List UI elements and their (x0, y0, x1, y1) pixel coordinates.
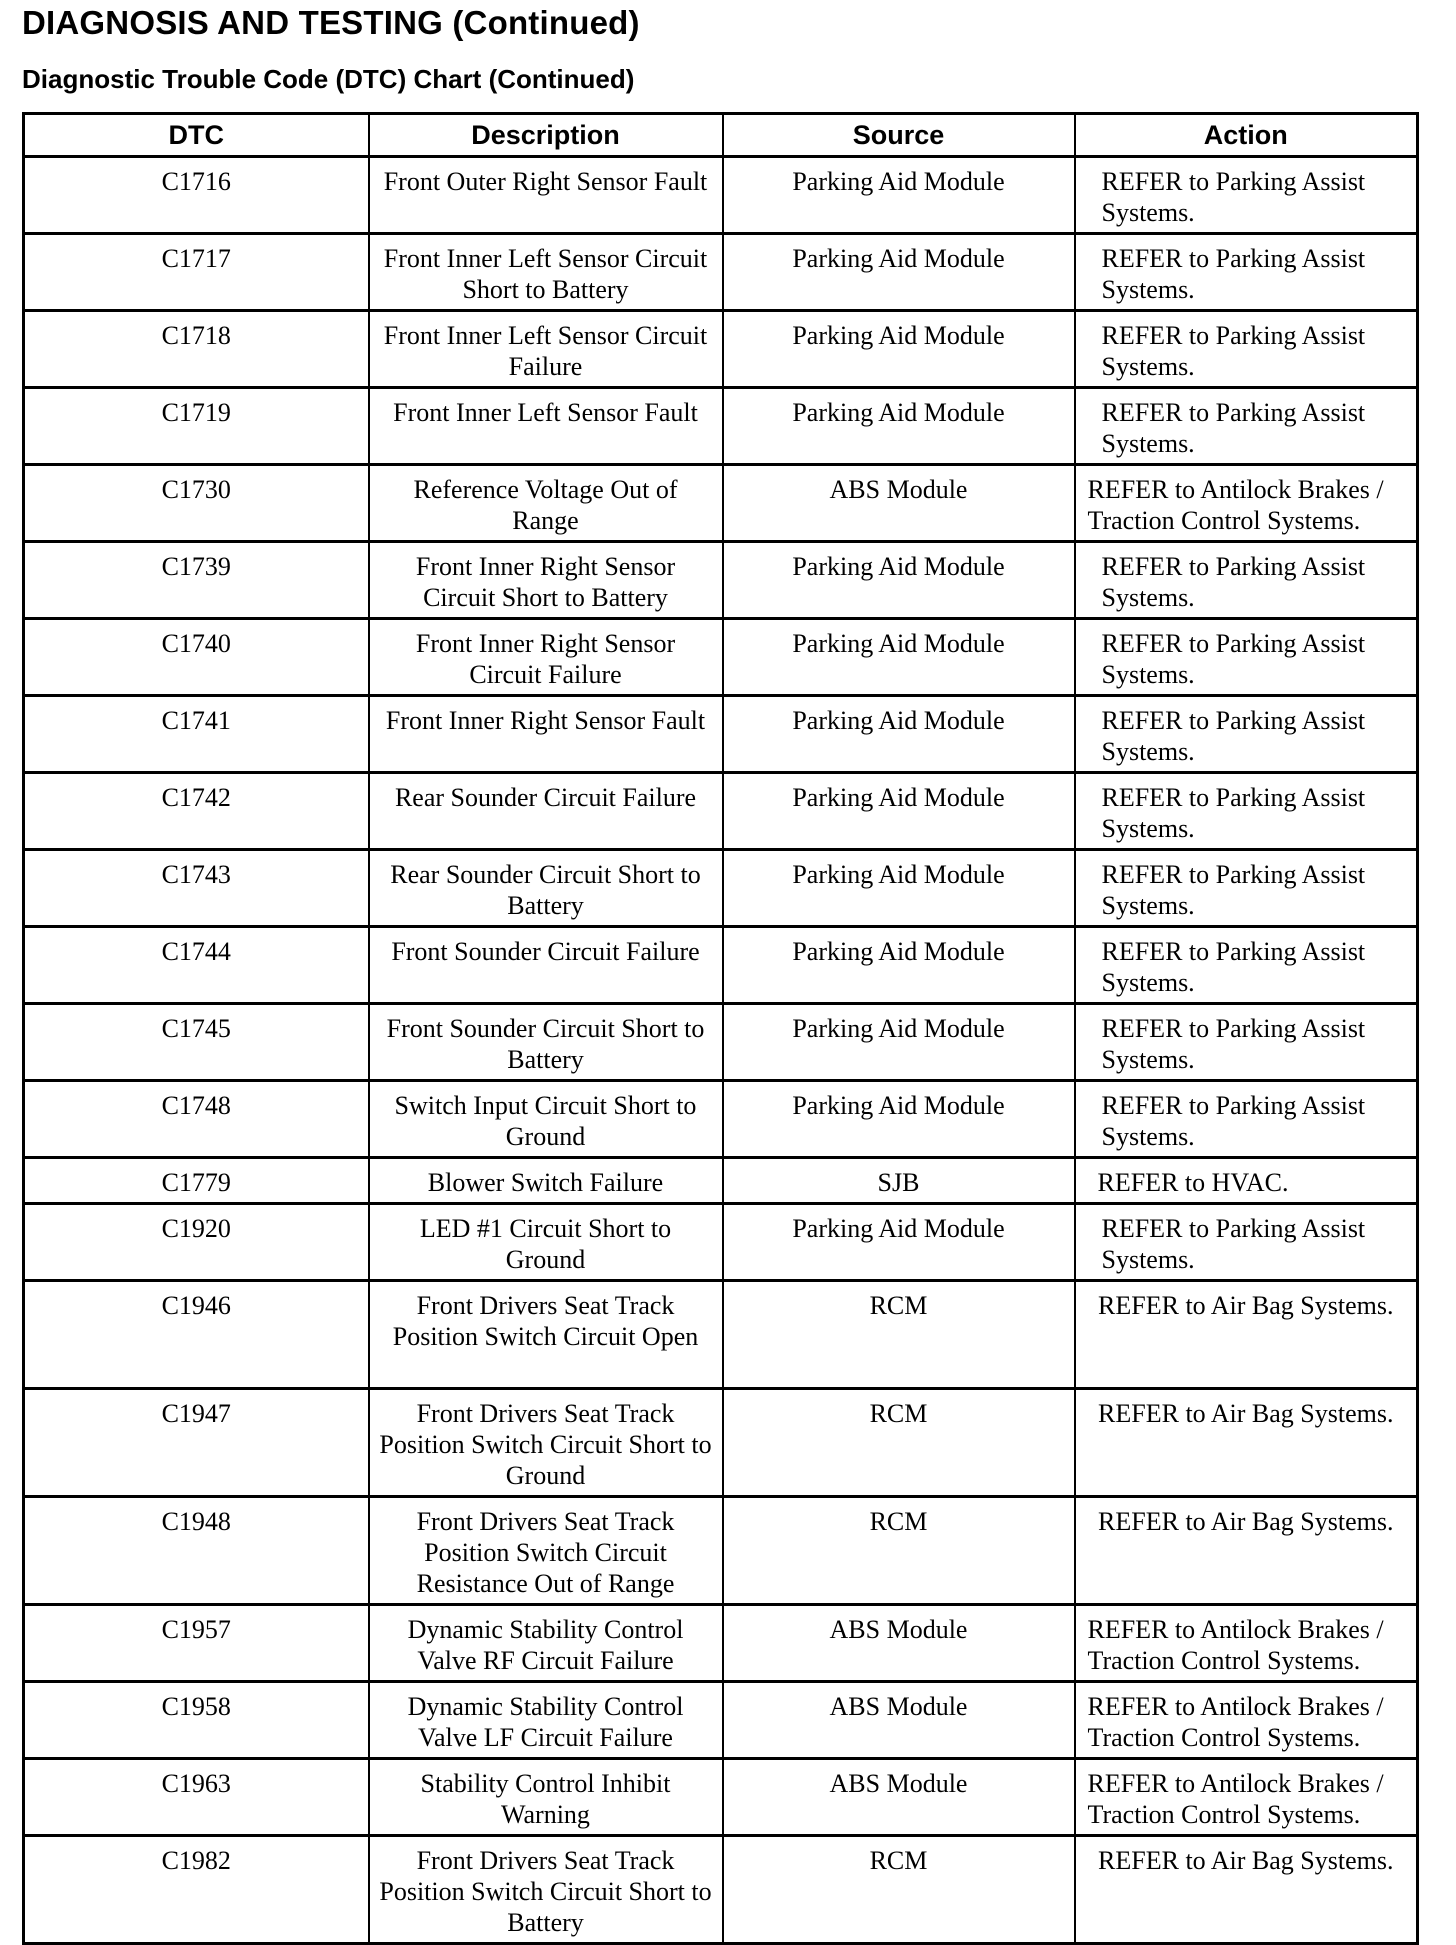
dtc-action: REFER to Parking Assist Systems. (1075, 1204, 1418, 1281)
dtc-code: C1744 (24, 927, 369, 1004)
dtc-action: REFER to Parking Assist Systems. (1075, 850, 1418, 927)
dtc-source: Parking Aid Module (723, 1204, 1075, 1281)
table-row (24, 1158, 1418, 1204)
dtc-source: ABS Module (723, 1605, 1075, 1682)
dtc-code: C1947 (24, 1389, 369, 1497)
table-row (24, 1836, 1418, 1944)
dtc-action: REFER to Parking Assist Systems. (1075, 311, 1418, 388)
dtc-action: REFER to Antilock Brakes / Traction Control Systems. (1075, 465, 1418, 542)
table-header-row (24, 114, 1418, 157)
dtc-description: Rear Sounder Circuit Failure (369, 773, 723, 850)
dtc-code: C1718 (24, 311, 369, 388)
dtc-description: Front Drivers Seat Track Position Switch Circuit Resistance Out of Range (369, 1497, 723, 1605)
dtc-action: REFER to Parking Assist Systems. (1075, 696, 1418, 773)
dtc-source: Parking Aid Module (723, 157, 1075, 234)
table-row (24, 1497, 1418, 1605)
dtc-code: C1948 (24, 1497, 369, 1605)
dtc-action: REFER to Parking Assist Systems. (1075, 1004, 1418, 1081)
dtc-description: Front Inner Left Sensor Circuit Failure (369, 311, 723, 388)
dtc-description: Switch Input Circuit Short to Ground (369, 1081, 723, 1158)
dtc-action: REFER to Antilock Brakes / Traction Control Systems. (1075, 1682, 1418, 1759)
dtc-description: Front Inner Left Sensor Fault (369, 388, 723, 465)
dtc-action: REFER to Parking Assist Systems. (1075, 157, 1418, 234)
dtc-source: ABS Module (723, 1759, 1075, 1836)
dtc-action: REFER to HVAC. (1075, 1158, 1418, 1204)
chart-title: Diagnostic Trouble Code (DTC) Chart (Continued) (22, 64, 635, 94)
dtc-source: Parking Aid Module (723, 234, 1075, 311)
table-row (24, 1682, 1418, 1759)
column-header-action: Action (1075, 114, 1418, 157)
column-header-source: Source (723, 114, 1075, 157)
dtc-action: REFER to Antilock Brakes / Traction Control Systems. (1075, 1605, 1418, 1682)
table-row (24, 850, 1418, 927)
dtc-code: C1748 (24, 1081, 369, 1158)
dtc-description: Front Inner Right Sensor Circuit Short to Battery (369, 542, 723, 619)
dtc-action: REFER to Air Bag Systems. (1075, 1389, 1418, 1497)
dtc-description: Front Drivers Seat Track Position Switch Circuit Open (369, 1281, 723, 1389)
dtc-chart-table (22, 112, 1419, 1945)
dtc-code: C1743 (24, 850, 369, 927)
table-row (24, 311, 1418, 388)
dtc-source: Parking Aid Module (723, 1004, 1075, 1081)
table-row (24, 1204, 1418, 1281)
dtc-code: C1982 (24, 1836, 369, 1944)
table-row (24, 1004, 1418, 1081)
dtc-description: Front Outer Right Sensor Fault (369, 157, 723, 234)
dtc-code: C1716 (24, 157, 369, 234)
table-row (24, 1081, 1418, 1158)
dtc-description: Dynamic Stability Control Valve RF Circuit Failure (369, 1605, 723, 1682)
dtc-description: Rear Sounder Circuit Short to Battery (369, 850, 723, 927)
dtc-source: ABS Module (723, 465, 1075, 542)
table-row (24, 927, 1418, 1004)
table-row (24, 388, 1418, 465)
dtc-code: C1779 (24, 1158, 369, 1204)
dtc-description: Front Inner Left Sensor Circuit Short to Battery (369, 234, 723, 311)
dtc-action: REFER to Parking Assist Systems. (1075, 619, 1418, 696)
table-row (24, 1759, 1418, 1836)
dtc-description: Front Drivers Seat Track Position Switch Circuit Short to Ground (369, 1389, 723, 1497)
dtc-source: Parking Aid Module (723, 619, 1075, 696)
dtc-source: Parking Aid Module (723, 311, 1075, 388)
dtc-description: Front Drivers Seat Track Position Switch Circuit Short to Battery (369, 1836, 723, 1944)
dtc-source: RCM (723, 1281, 1075, 1389)
dtc-code: C1745 (24, 1004, 369, 1081)
table-row (24, 465, 1418, 542)
table-row (24, 1389, 1418, 1497)
table-row (24, 1605, 1418, 1682)
dtc-description: Stability Control Inhibit Warning (369, 1759, 723, 1836)
dtc-source: Parking Aid Module (723, 850, 1075, 927)
dtc-code: C1719 (24, 388, 369, 465)
dtc-code: C1739 (24, 542, 369, 619)
dtc-action: REFER to Parking Assist Systems. (1075, 927, 1418, 1004)
table-row (24, 542, 1418, 619)
dtc-description: Blower Switch Failure (369, 1158, 723, 1204)
table-row (24, 157, 1418, 234)
dtc-action: REFER to Parking Assist Systems. (1075, 388, 1418, 465)
dtc-code: C1730 (24, 465, 369, 542)
dtc-source: RCM (723, 1497, 1075, 1605)
dtc-source: RCM (723, 1389, 1075, 1497)
table-row (24, 619, 1418, 696)
dtc-source: Parking Aid Module (723, 388, 1075, 465)
dtc-description: LED #1 Circuit Short to Ground (369, 1204, 723, 1281)
page-title: DIAGNOSIS AND TESTING (Continued) (22, 4, 640, 41)
dtc-description: Front Sounder Circuit Short to Battery (369, 1004, 723, 1081)
dtc-source: Parking Aid Module (723, 696, 1075, 773)
dtc-description: Reference Voltage Out of Range (369, 465, 723, 542)
dtc-action: REFER to Parking Assist Systems. (1075, 773, 1418, 850)
dtc-code: C1742 (24, 773, 369, 850)
dtc-action: REFER to Antilock Brakes / Traction Control Systems. (1075, 1759, 1418, 1836)
dtc-source: ABS Module (723, 1682, 1075, 1759)
column-header-dtc: DTC (24, 114, 369, 157)
dtc-description: Front Inner Right Sensor Fault (369, 696, 723, 773)
dtc-action: REFER to Air Bag Systems. (1075, 1281, 1418, 1389)
dtc-code: C1740 (24, 619, 369, 696)
dtc-action: REFER to Parking Assist Systems. (1075, 234, 1418, 311)
table-row (24, 773, 1418, 850)
table-row (24, 696, 1418, 773)
column-header-description: Description (369, 114, 723, 157)
dtc-action: REFER to Air Bag Systems. (1075, 1497, 1418, 1605)
dtc-code: C1958 (24, 1682, 369, 1759)
dtc-description: Front Inner Right Sensor Circuit Failure (369, 619, 723, 696)
dtc-source: Parking Aid Module (723, 773, 1075, 850)
dtc-code: C1957 (24, 1605, 369, 1682)
dtc-code: C1946 (24, 1281, 369, 1389)
dtc-code: C1717 (24, 234, 369, 311)
dtc-code: C1920 (24, 1204, 369, 1281)
dtc-source: Parking Aid Module (723, 927, 1075, 1004)
dtc-source: SJB (723, 1158, 1075, 1204)
dtc-action: REFER to Parking Assist Systems. (1075, 1081, 1418, 1158)
dtc-source: Parking Aid Module (723, 542, 1075, 619)
dtc-description: Front Sounder Circuit Failure (369, 927, 723, 1004)
dtc-code: C1963 (24, 1759, 369, 1836)
table-row (24, 1281, 1418, 1389)
dtc-source: Parking Aid Module (723, 1081, 1075, 1158)
table-row (24, 234, 1418, 311)
dtc-action: REFER to Air Bag Systems. (1075, 1836, 1418, 1944)
dtc-source: RCM (723, 1836, 1075, 1944)
dtc-action: REFER to Parking Assist Systems. (1075, 542, 1418, 619)
dtc-code: C1741 (24, 696, 369, 773)
dtc-description: Dynamic Stability Control Valve LF Circuit Failure (369, 1682, 723, 1759)
